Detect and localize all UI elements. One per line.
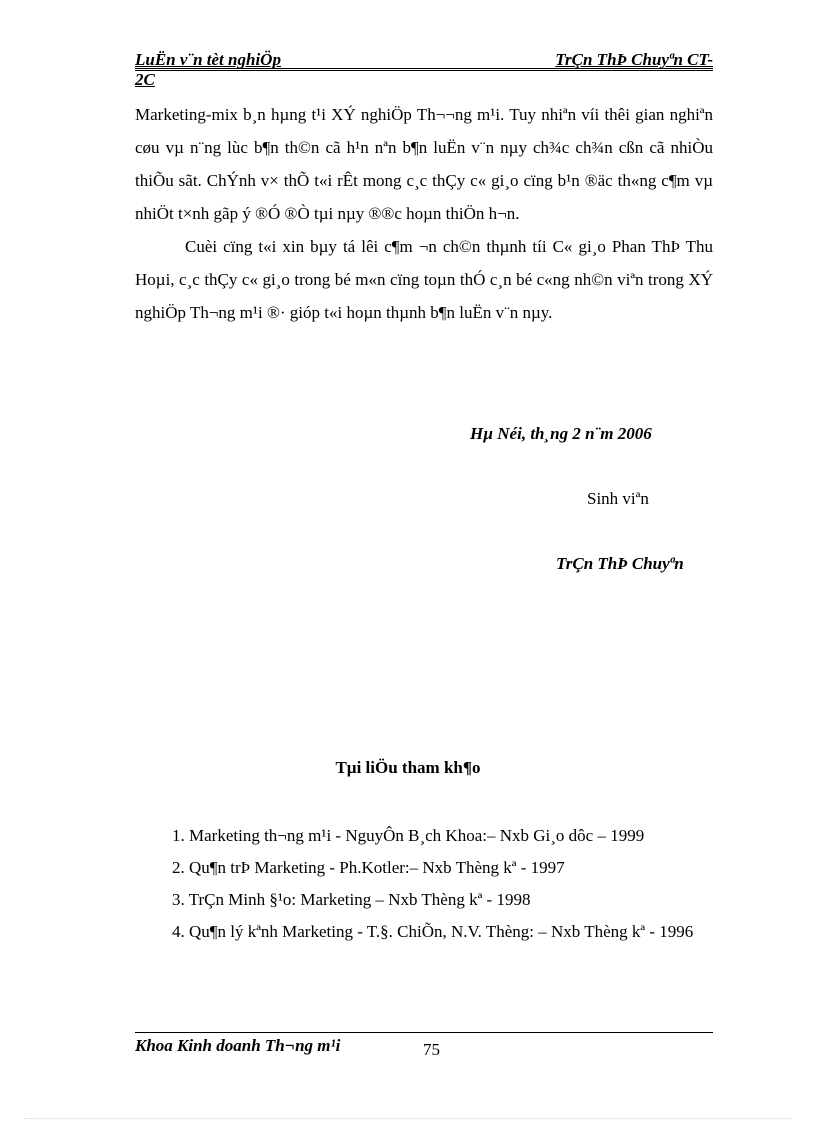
- footer-rule: [135, 1032, 713, 1033]
- place-date: Hµ Néi, th¸ng 2 n¨m 2006: [470, 424, 652, 443]
- paragraph: Cuèi cïng t«i xin bµy tá lêi c¶m ¬n ch©n thµnh tíi C« gi¸o Phan ThÞ Thu Hoµi, c¸c thÇy c« gi¸o trong bé m«n cïng toµn thÓ c¸n bé c«ng nh©n viªn trong XÝ nghiÖp Th¬ng m¹i ®· gióp t«i hoµn thµnh b¶n luËn v¨n nµy.: [135, 237, 713, 322]
- acknowledgement-text: [135, 98, 713, 329]
- reference-item: 2. Qu¶n trÞ Marketing - Ph.Kotler:– Nxb Thèng kª - 1997: [172, 858, 565, 877]
- references-title: Tµi liÖu tham kh¶o: [335, 758, 481, 777]
- header-thesis-title: LuËn v¨n tèt nghiÖp: [135, 50, 281, 69]
- reference-item: 3. TrÇn Minh §¹o: Marketing – Nxb Thèng kª - 1998: [172, 890, 531, 909]
- paragraph: Marketing-mix b¸n hµng t¹i XÝ nghiÖp Th¬¬ng m¹i. Tuy nhiªn víi thêi gian nghiªn cøu vµ n¨ng lùc b¶n th©n cã h¹n nªn b¶n luËn v¨n nµy ch¾c ch¾n cßn cã nhiÒu thiÕu sãt. ChÝnh v× thÕ t«i rÊt mong c¸c thÇy c« gi¸o cïng b¹n ®äc th«ng c¶m vµ nhiÖt t×nh gãp ý ®Ó ®Ò tµi nµy ®®c hoµn thiÖn h¬n.: [135, 105, 713, 223]
- signer-role: Sinh viªn: [587, 489, 649, 508]
- page-bottom-border: [24, 1118, 792, 1119]
- reference-item: 4. Qu¶n lý kªnh Marketing - T.§. ChiÕn, N.V. Thèng: – Nxb Thèng kª - 1996: [172, 922, 694, 941]
- page-number: 75: [423, 1040, 440, 1059]
- footer-faculty: Khoa Kinh doanh Th¬ng m¹i: [135, 1036, 341, 1055]
- header-author-class: 2C: [135, 70, 155, 89]
- header-rule: [135, 68, 713, 71]
- references-list: [135, 820, 713, 948]
- header-author: TrÇn ThÞ Chuyªn CT-: [555, 50, 713, 69]
- signer-name: TrÇn ThÞ Chuyªn: [556, 554, 684, 573]
- reference-item: 1. Marketing th¬ng m¹i - NguyÔn B¸ch Khoa:– Nxb Gi¸o dôc – 1999: [172, 826, 645, 845]
